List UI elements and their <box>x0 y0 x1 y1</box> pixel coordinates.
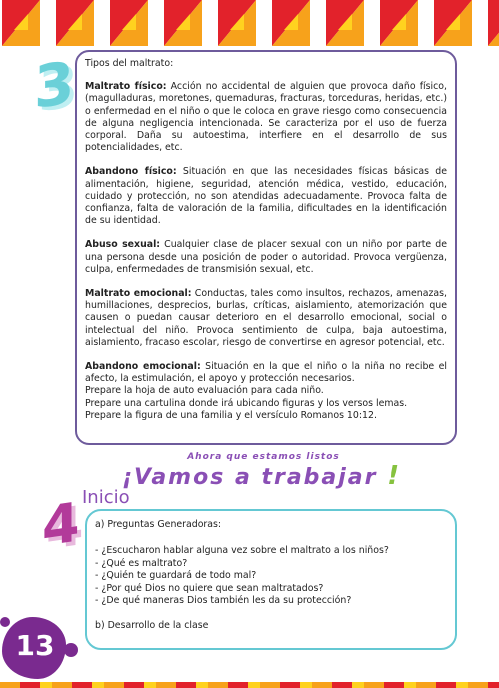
lets-work-banner <box>0 461 499 491</box>
paragraph-abuso-sexual <box>85 239 447 276</box>
list-item: - ¿De qué maneras Dios también les da su protección? <box>95 595 447 607</box>
ready-subtitle: Ahora que estamos listos <box>187 452 340 462</box>
border-tile <box>488 0 499 46</box>
development-heading: b) Desarrollo de la clase <box>95 620 209 632</box>
definition: Situación en la que el niño o la niña no recibe el afecto, la estimulación, el apoyo y protección necesarios. <box>85 361 447 385</box>
top-decorative-border <box>0 0 499 46</box>
definition: Conductas, tales como insultos, rechazos, amenazas, humillaciones, desprecios, burlas, críticas, aislamiento, atemorización que causen o puedan causar deterioro en el desarrollo emocional, social o intelectual del niño. Provoca sentimiento de culpa, baja autoestima, aislamiento, fracaso escolar, riesgo de convertirse en agresor potencial, etc. <box>85 288 447 348</box>
border-tile <box>218 0 256 46</box>
paragraph-maltrato-fisico <box>85 81 447 154</box>
bottom-decorative-border <box>0 682 499 688</box>
prep-line: Prepare una cartulina donde irá ubicando figuras y los versos lemas. <box>85 397 408 409</box>
types-of-abuse-box <box>75 50 457 445</box>
banner-text: Vamos a trabajar <box>134 465 378 490</box>
paragraph-maltrato-emocional <box>85 288 447 349</box>
list-item: - ¿Quién te guardará de todo mal? <box>95 570 447 582</box>
paragraph-abandono-fisico <box>85 166 447 227</box>
splash-dot <box>64 643 78 657</box>
definition: Acción no accidental de alguien que provoca daño físico, (magulladuras, moretones, quemaduras, fracturas, torceduras, heridas, etc.) o enfermedad en el niño o que le coloca en grave riesgo como consecuencia de alguna negligencia intencionada. Se caracteriza por el uso de fuerza corporal. Daña su autoestima, interfiere en el desarrollo de sus potencialidades, etc. <box>85 81 447 154</box>
term: Maltrato emocional: <box>85 288 192 300</box>
border-tile <box>434 0 472 46</box>
term: Maltrato físico: <box>85 81 167 93</box>
prep-line: Prepare la figura de una familia y el versículo Romanos 10:12. <box>85 409 377 421</box>
open-exclamation: ¡ <box>121 465 134 490</box>
page-number: 13 <box>15 629 55 662</box>
border-tile <box>56 0 94 46</box>
splash-dot <box>0 617 10 627</box>
list-item: - ¿Escucharon hablar alguna vez sobre el maltrato a los niños? <box>95 545 447 557</box>
term: Abandono emocional: <box>85 361 201 373</box>
term: Abuso sexual: <box>85 239 161 251</box>
border-tile <box>2 0 40 46</box>
section-heading: Tipos del maltrato: <box>85 58 174 69</box>
section-number-4: 4 <box>42 490 80 559</box>
inicio-box <box>85 509 457 650</box>
questions-heading: a) Preguntas Generadoras: <box>95 519 222 530</box>
border-tile <box>326 0 364 46</box>
term: Abandono físico: <box>85 166 177 178</box>
list-item: - ¿Por qué Dios no quiere que sean maltratados? <box>95 583 447 595</box>
definition: Situación en que las necesidades físicas básicas de alimentación, higiene, seguridad, atención médica, vestido, educación, cuidado y protección, no son atendidas adecuadamente. Provoca falta de confianza, falta de valoración de la familia, dificultades en la identificación de su identidad. <box>85 166 447 227</box>
border-tile <box>380 0 418 46</box>
definition: Cualquier clase de placer sexual con un niño por parte de una persona desde una posición de poder o autoridad. Provoca vergüenza, culpa, enfermedades de transmisión sexual, etc. <box>85 239 448 275</box>
questions-list <box>95 545 447 607</box>
paragraph-abandono-emocional <box>85 361 447 385</box>
section-title-inicio: Inicio <box>82 487 130 508</box>
border-tile <box>110 0 148 46</box>
prep-line: Prepare la hoja de auto evaluación para cada niño. <box>85 385 324 397</box>
list-item: - ¿Qué es maltrato? <box>95 558 447 570</box>
close-exclamation: ! <box>387 461 402 491</box>
border-tile <box>272 0 310 46</box>
border-tile <box>164 0 202 46</box>
section-number-3: 3 <box>34 48 75 122</box>
